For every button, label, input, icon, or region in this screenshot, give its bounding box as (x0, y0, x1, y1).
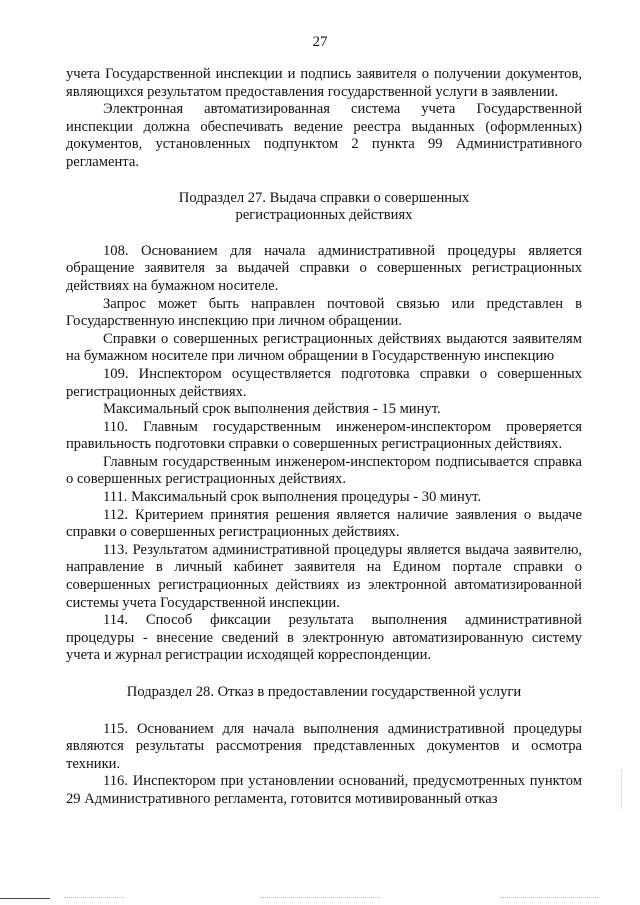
scan-footer-dots-left (64, 897, 124, 900)
paragraph-continuation: учета Государственной инспекции и подпись заявителя о получении документов, являющихся результатом предоставления государственной услуги в заявлении. (66, 66, 582, 100)
paragraph-108: 108. Основанием для начала административной процедуры является обращение заявителя за выдачей справки о совершенных регистрационных действиях на бумажном носителе. (66, 242, 582, 294)
subsection-27-heading-line2: регистрационных действиях (235, 207, 413, 224)
paragraph-certificates: Справки о совершенных регистрационных действиях выдаются заявителям на бумажном носителе при личном обращении в Государственную инспекцию (66, 330, 582, 365)
paragraph-electronic-system: Электронная автоматизированная система учета Государственной инспекции должна обеспечивать ведение реестра выданных (оформленных) документов, установленных подпунктом 2 пункта 99 Административного регламента. (66, 101, 582, 170)
paragraph-110: 110. Главным государственным инженером-инспектором проверяется правильность подготовки справки о совершенных регистрационных действиях. (66, 418, 582, 453)
subsection-27-heading-line1: Подраздел 27. Выдача справки о совершенных (178, 189, 470, 206)
paragraph-signing: Главным государственным инженером-инспектором подписывается справка о совершенных регистрационных действиях. (66, 453, 582, 488)
page-number: 27 (312, 34, 328, 50)
document-body (66, 66, 582, 809)
subsection-27-heading (66, 190, 582, 225)
scan-footer-dots-right (500, 897, 600, 900)
paragraph-max-15: Максимальный срок выполнения действия - 15 минут. (103, 401, 441, 418)
subsection-28-heading: Подраздел 28. Отказ в предоставлении государственной услуги (126, 684, 522, 700)
paragraph-request: Запрос может быть направлен почтовой связью или представлен в Государственную инспекцию при личном обращении. (66, 295, 582, 330)
paragraph-112: 112. Критерием принятия решения является наличие заявления о выдаче справки о совершенных регистрационных действиях. (66, 506, 582, 541)
paragraph-111: 111. Максимальный срок выполнения процедуры - 30 минут. (103, 489, 482, 506)
scan-edge-line (0, 898, 50, 899)
paragraph-116: 116. Инспектором при установлении оснований, предусмотренных пунктом 29 Административного регламента, готовится мотивированный отказ (66, 773, 582, 807)
paragraph-113: 113. Результатом административной процедуры является выдача заявителю, направление в личный кабинет заявителя на Едином портале справки о совершенных регистрационных действиях из электронной автоматизированной системы учета Государственной инспекции. (66, 541, 582, 611)
paragraph-109: 109. Инспектором осуществляется подготовка справки о совершенных регистрационных действиях. (66, 365, 582, 400)
scan-footer-dots-middle (260, 897, 380, 900)
paragraph-114: 114. Способ фиксации результата выполнения административной процедуры - внесение сведений в электронную автоматизированную систему учета и журнал регистрации исходящей корреспонденции. (66, 612, 582, 664)
paragraph-115: 115. Основанием для начала выполнения административной процедуры являются результаты рассмотрения представленных документов и осмотра техники. (66, 720, 582, 772)
scan-margin-specks (613, 770, 622, 810)
